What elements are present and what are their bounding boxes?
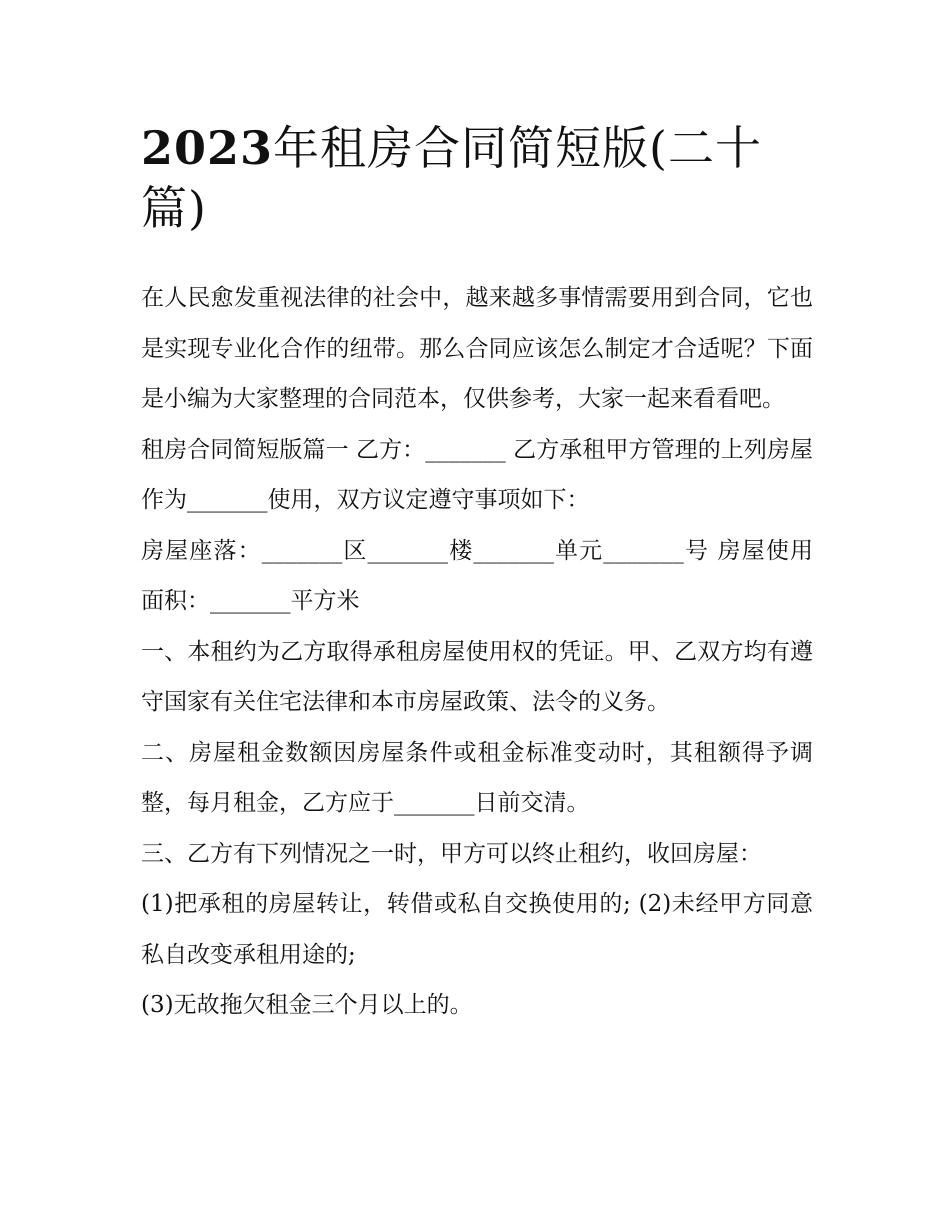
document-body — [141, 273, 813, 1031]
title-year: 2023 — [141, 121, 274, 175]
property-location-paragraph: 房屋座落：_______区_______楼_______单元_______号 房屋使用面积：_______平方米 — [141, 537, 813, 614]
title-text: 年租房合同简短版(二十篇) — [141, 121, 762, 235]
clause-three-paragraph: 三、乙方有下列情况之一时，甲方可以终止租约，收回房屋： — [141, 840, 762, 867]
intro-paragraph: 在人民愈发重视法律的社会中，越来越多事情需要用到合同，它也是实现专业化合作的纽带。那么合同应该怎么制定才合适呢？下面是小编为大家整理的合同范本，仅供参考，大家一起来看看吧。 — [141, 285, 813, 412]
contract-opening-paragraph: 租房合同简短版篇一 乙方：_______ 乙方承租甲方管理的上列房屋作为_______使用，双方议定遵守事项如下： — [141, 436, 813, 513]
document-page — [141, 118, 813, 1031]
clause-one-paragraph: 一、本租约为乙方取得承租房屋使用权的凭证。甲、乙双方均有遵守国家有关住宅法律和本市房屋政策、法令的义务。 — [141, 638, 813, 715]
clause-three-item-three-paragraph: (3)无故拖欠租金三个月以上的。 — [141, 992, 473, 1018]
clause-three-items-paragraph: (1)把承租的房屋转让，转借或私自交换使用的; (2)未经甲方同意私自改变承租用途的; — [141, 891, 813, 968]
clause-two-paragraph: 二、房屋租金数额因房屋条件或租金标准变动时，其租额得予调整，每月租金，乙方应于_______日前交清。 — [141, 739, 813, 816]
document-title — [141, 118, 813, 238]
